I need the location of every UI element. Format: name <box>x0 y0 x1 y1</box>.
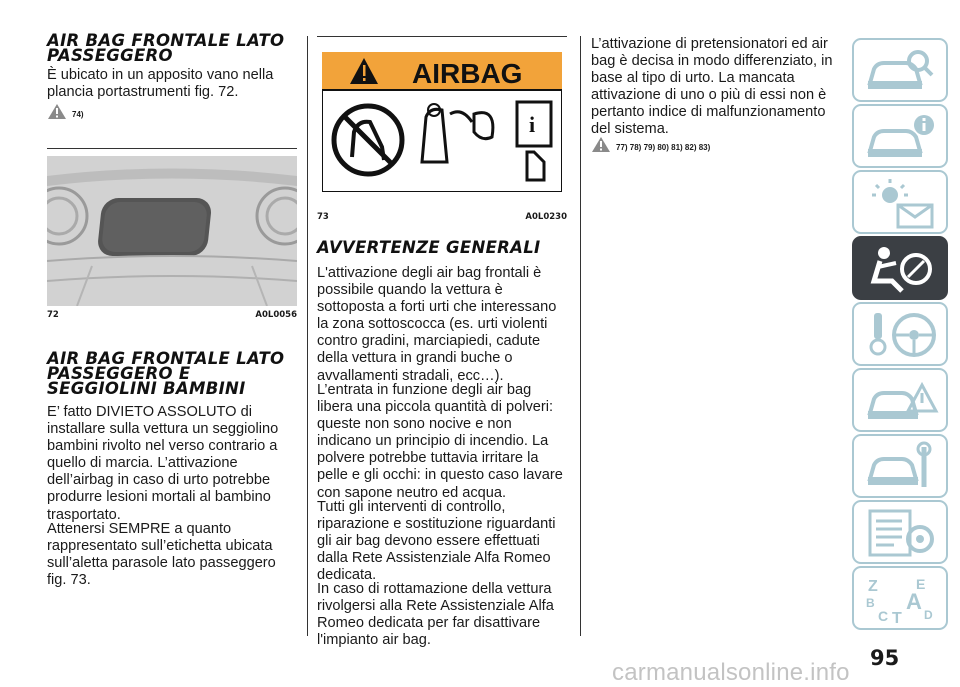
tab-starting-driving[interactable] <box>852 302 948 366</box>
figure-code: A0L0056 <box>255 310 297 320</box>
tab-car-overview[interactable] <box>852 38 948 102</box>
paragraph-airbag-service: Tutti gli interventi di controllo, riparazione e sostituzione riguardanti gli air bag devono essere effettuati dalla Rete Assistenziale Alfa Romeo dedicata. <box>317 499 556 584</box>
paragraph-airbag-scrapping: In caso di rottamazione della vettura rivolgersi alla Rete Assistenziale Alfa Romeo dedicata per far disattivare l'impianto air bag. <box>317 581 554 649</box>
tab-maintenance[interactable] <box>852 434 948 498</box>
paragraph-airbag-activation: L'attivazione degli air bag frontali è possibile quando la vettura è sottoposta a forti urti che interessano la zona sottoscocca (es. urti violenti contro gradini, marciapiedi, cadute della vettura in grandi buche o avvallamenti stradali, ecc…). <box>317 265 557 384</box>
paragraph-passenger-airbag: È ubicato in un apposito vano nella plancia portastrumenti fig. 72. <box>47 67 274 101</box>
technical-data-icon <box>862 507 940 559</box>
key-steering-icon <box>862 309 940 361</box>
warning-triangle-icon <box>591 136 611 153</box>
index-letter: Z <box>868 578 878 595</box>
index-letter: C <box>878 608 889 624</box>
section-heading-general-warnings: AVVERTENZE GENERALI <box>317 238 541 257</box>
column-separator <box>307 36 308 636</box>
dashboard-illustration <box>47 156 297 306</box>
emergency-icon <box>862 375 940 427</box>
car-search-icon <box>862 45 940 97</box>
page-number: 95 <box>870 646 900 670</box>
car-info-icon <box>862 111 940 163</box>
figure-top-rule <box>317 36 567 37</box>
watermark: carmanualsonline.info <box>612 659 850 686</box>
column-separator <box>580 36 581 636</box>
figure-code: A0L0230 <box>525 212 567 222</box>
airbag-label-illustration <box>322 52 562 192</box>
figure-73-caption <box>317 212 567 222</box>
figure-top-rule <box>47 148 297 149</box>
warning-note <box>591 136 710 153</box>
tab-technical-data[interactable] <box>852 500 948 564</box>
warning-triangle-icon <box>47 103 67 120</box>
car-maintenance-icon <box>862 441 940 493</box>
figure-72-dashboard <box>47 156 297 306</box>
index-icon <box>862 573 940 625</box>
section-heading-passenger-airbag: AIR BAG FRONTALE LATO PASSEGGERO <box>47 31 285 65</box>
airbag-safety-icon <box>862 243 940 295</box>
paragraph-child-seat-prohibition: E’ fatto DIVIETO ASSOLUTO di installare sulla vettura un seggiolino bambini rivolto nel verso contrario a quello di marcia. L’attivazione dell’airbag in caso di urto potrebbe produrre lesioni mortali al bambino trasportato. <box>47 404 279 523</box>
figure-72-caption <box>47 310 297 320</box>
tab-warning-lights[interactable] <box>852 170 948 234</box>
tab-safety[interactable] <box>852 236 948 300</box>
index-letter: D <box>924 608 933 622</box>
warning-note <box>47 103 84 120</box>
warning-refs: 77) 78) 79) 80) 81) 82) 83) <box>616 143 711 152</box>
airbag-label-text: AIRBAG <box>412 58 523 89</box>
warning-ref: 74) <box>72 110 84 119</box>
paragraph-pretensioner-activation: L’attivazione di pretensionatori ed air bag è decisa in modo differenziato, in base al tipo di urto. La mancata attivazione di uno o più di essi non è pertanto indice di malfunzionamento del sistema. <box>591 36 833 138</box>
index-letter: E <box>916 576 926 592</box>
tab-dashboard-info[interactable] <box>852 104 948 168</box>
figure-number: 72 <box>47 310 59 320</box>
index-letter: T <box>892 610 902 625</box>
index-letter: B <box>866 596 875 610</box>
index-letter: A <box>906 589 922 614</box>
paragraph-sunvisor-label: Attenersi SEMPRE a quanto rappresentato sull’etichetta ubicata sull’aletta parasole lato passeggero fig. 73. <box>47 521 276 589</box>
warning-lights-icon <box>862 177 940 229</box>
tab-emergency[interactable] <box>852 368 948 432</box>
figure-number: 73 <box>317 212 329 222</box>
figure-73-airbag-label <box>322 52 562 192</box>
section-heading-child-seats: AIR BAG FRONTALE LATO PASSEGGERO E SEGGIOLINI BAMBINI <box>47 349 285 398</box>
svg-text:i: i <box>529 112 536 137</box>
tab-index[interactable] <box>852 566 948 630</box>
paragraph-airbag-powder: L’entrata in funzione degli air bag libera una piccola quantità di polveri: queste non sono nocive e non indicano un principio di incendio. La polvere potrebbe tuttavia irritare la pelle e gli occhi: in questo caso lavare con sapone neutro ed acqua. <box>317 382 563 501</box>
